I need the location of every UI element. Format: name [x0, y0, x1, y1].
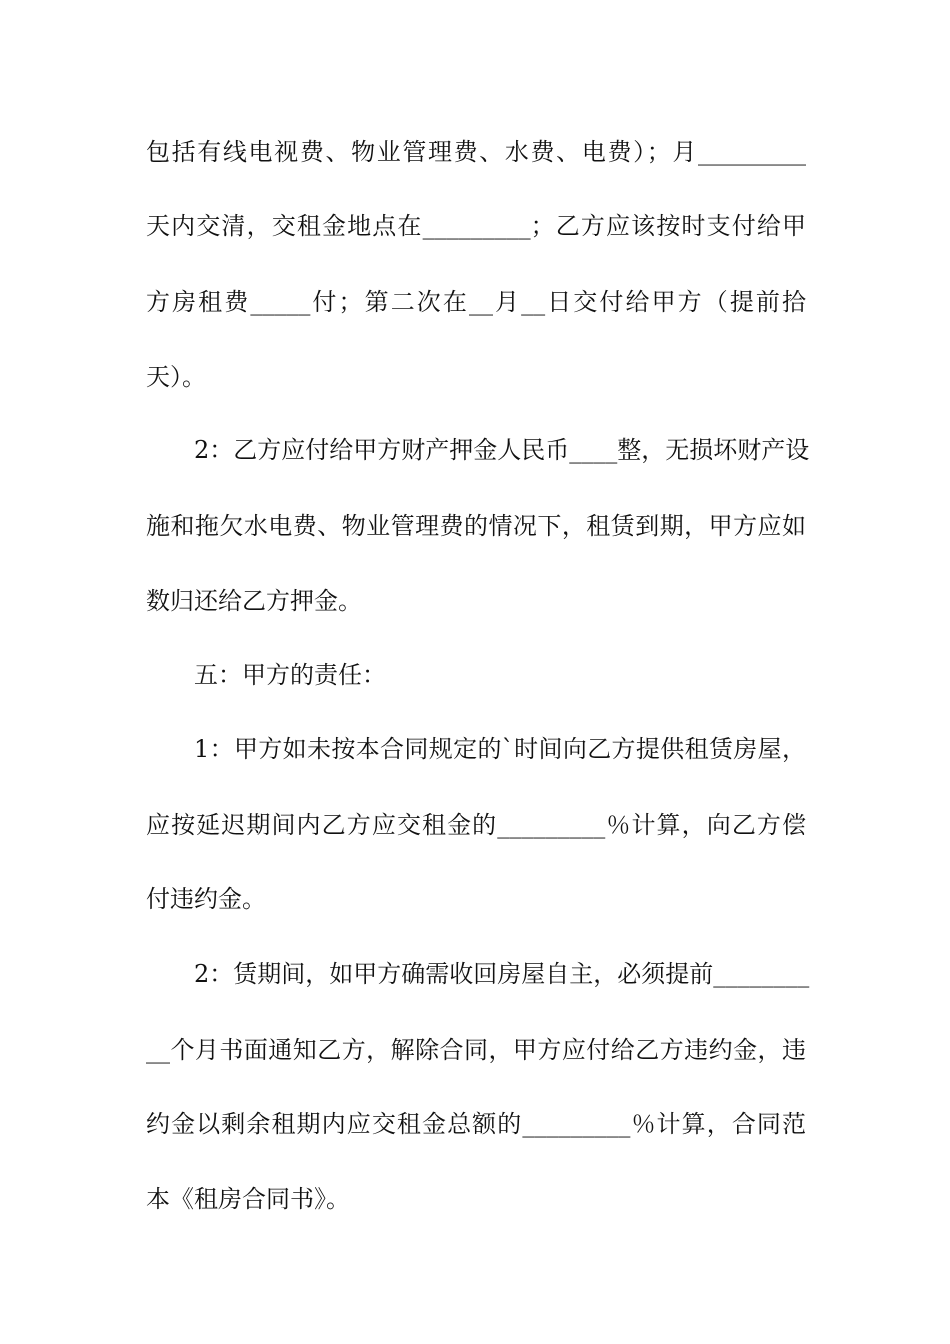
paragraph-line: 天内交清，交租金地点在_________；乙方应该按时支付给甲	[146, 212, 806, 240]
paragraph-line: 数归还给乙方押金。	[146, 587, 362, 615]
paragraph-line: 应按延迟期间内乙方应交租金的_________％计算，向乙方偿	[146, 811, 806, 839]
paragraph-line: 付违约金。	[146, 885, 266, 913]
paragraph-line: 2：乙方应付给甲方财产押金人民币____整，无损坏财产设	[194, 436, 810, 464]
paragraph-line: __个月书面通知乙方，解除合同，甲方应付给乙方违约金，违	[146, 1036, 806, 1064]
paragraph-line: 本《租房合同书》。	[146, 1185, 350, 1213]
paragraph-line: 天）。	[146, 363, 206, 391]
paragraph-line: 方房租费_____付；第二次在__月__日交付给甲方（提前拾	[146, 288, 806, 316]
paragraph-line: 1：甲方如未按本合同规定的`时间向乙方提供租赁房屋，	[194, 735, 806, 763]
paragraph-line: 约金以剩余租期内应交租金总额的_________％计算，合同范	[146, 1110, 806, 1138]
section-heading: 五：甲方的责任：	[194, 661, 386, 689]
paragraph-line: 包括有线电视费、物业管理费、水费、电费）；月_________	[146, 138, 806, 166]
paragraph-line: 2：赁期间，如甲方确需收回房屋自主，必须提前________	[194, 960, 810, 988]
paragraph-line: 施和拖欠水电费、物业管理费的情况下，租赁到期，甲方应如	[146, 512, 806, 540]
